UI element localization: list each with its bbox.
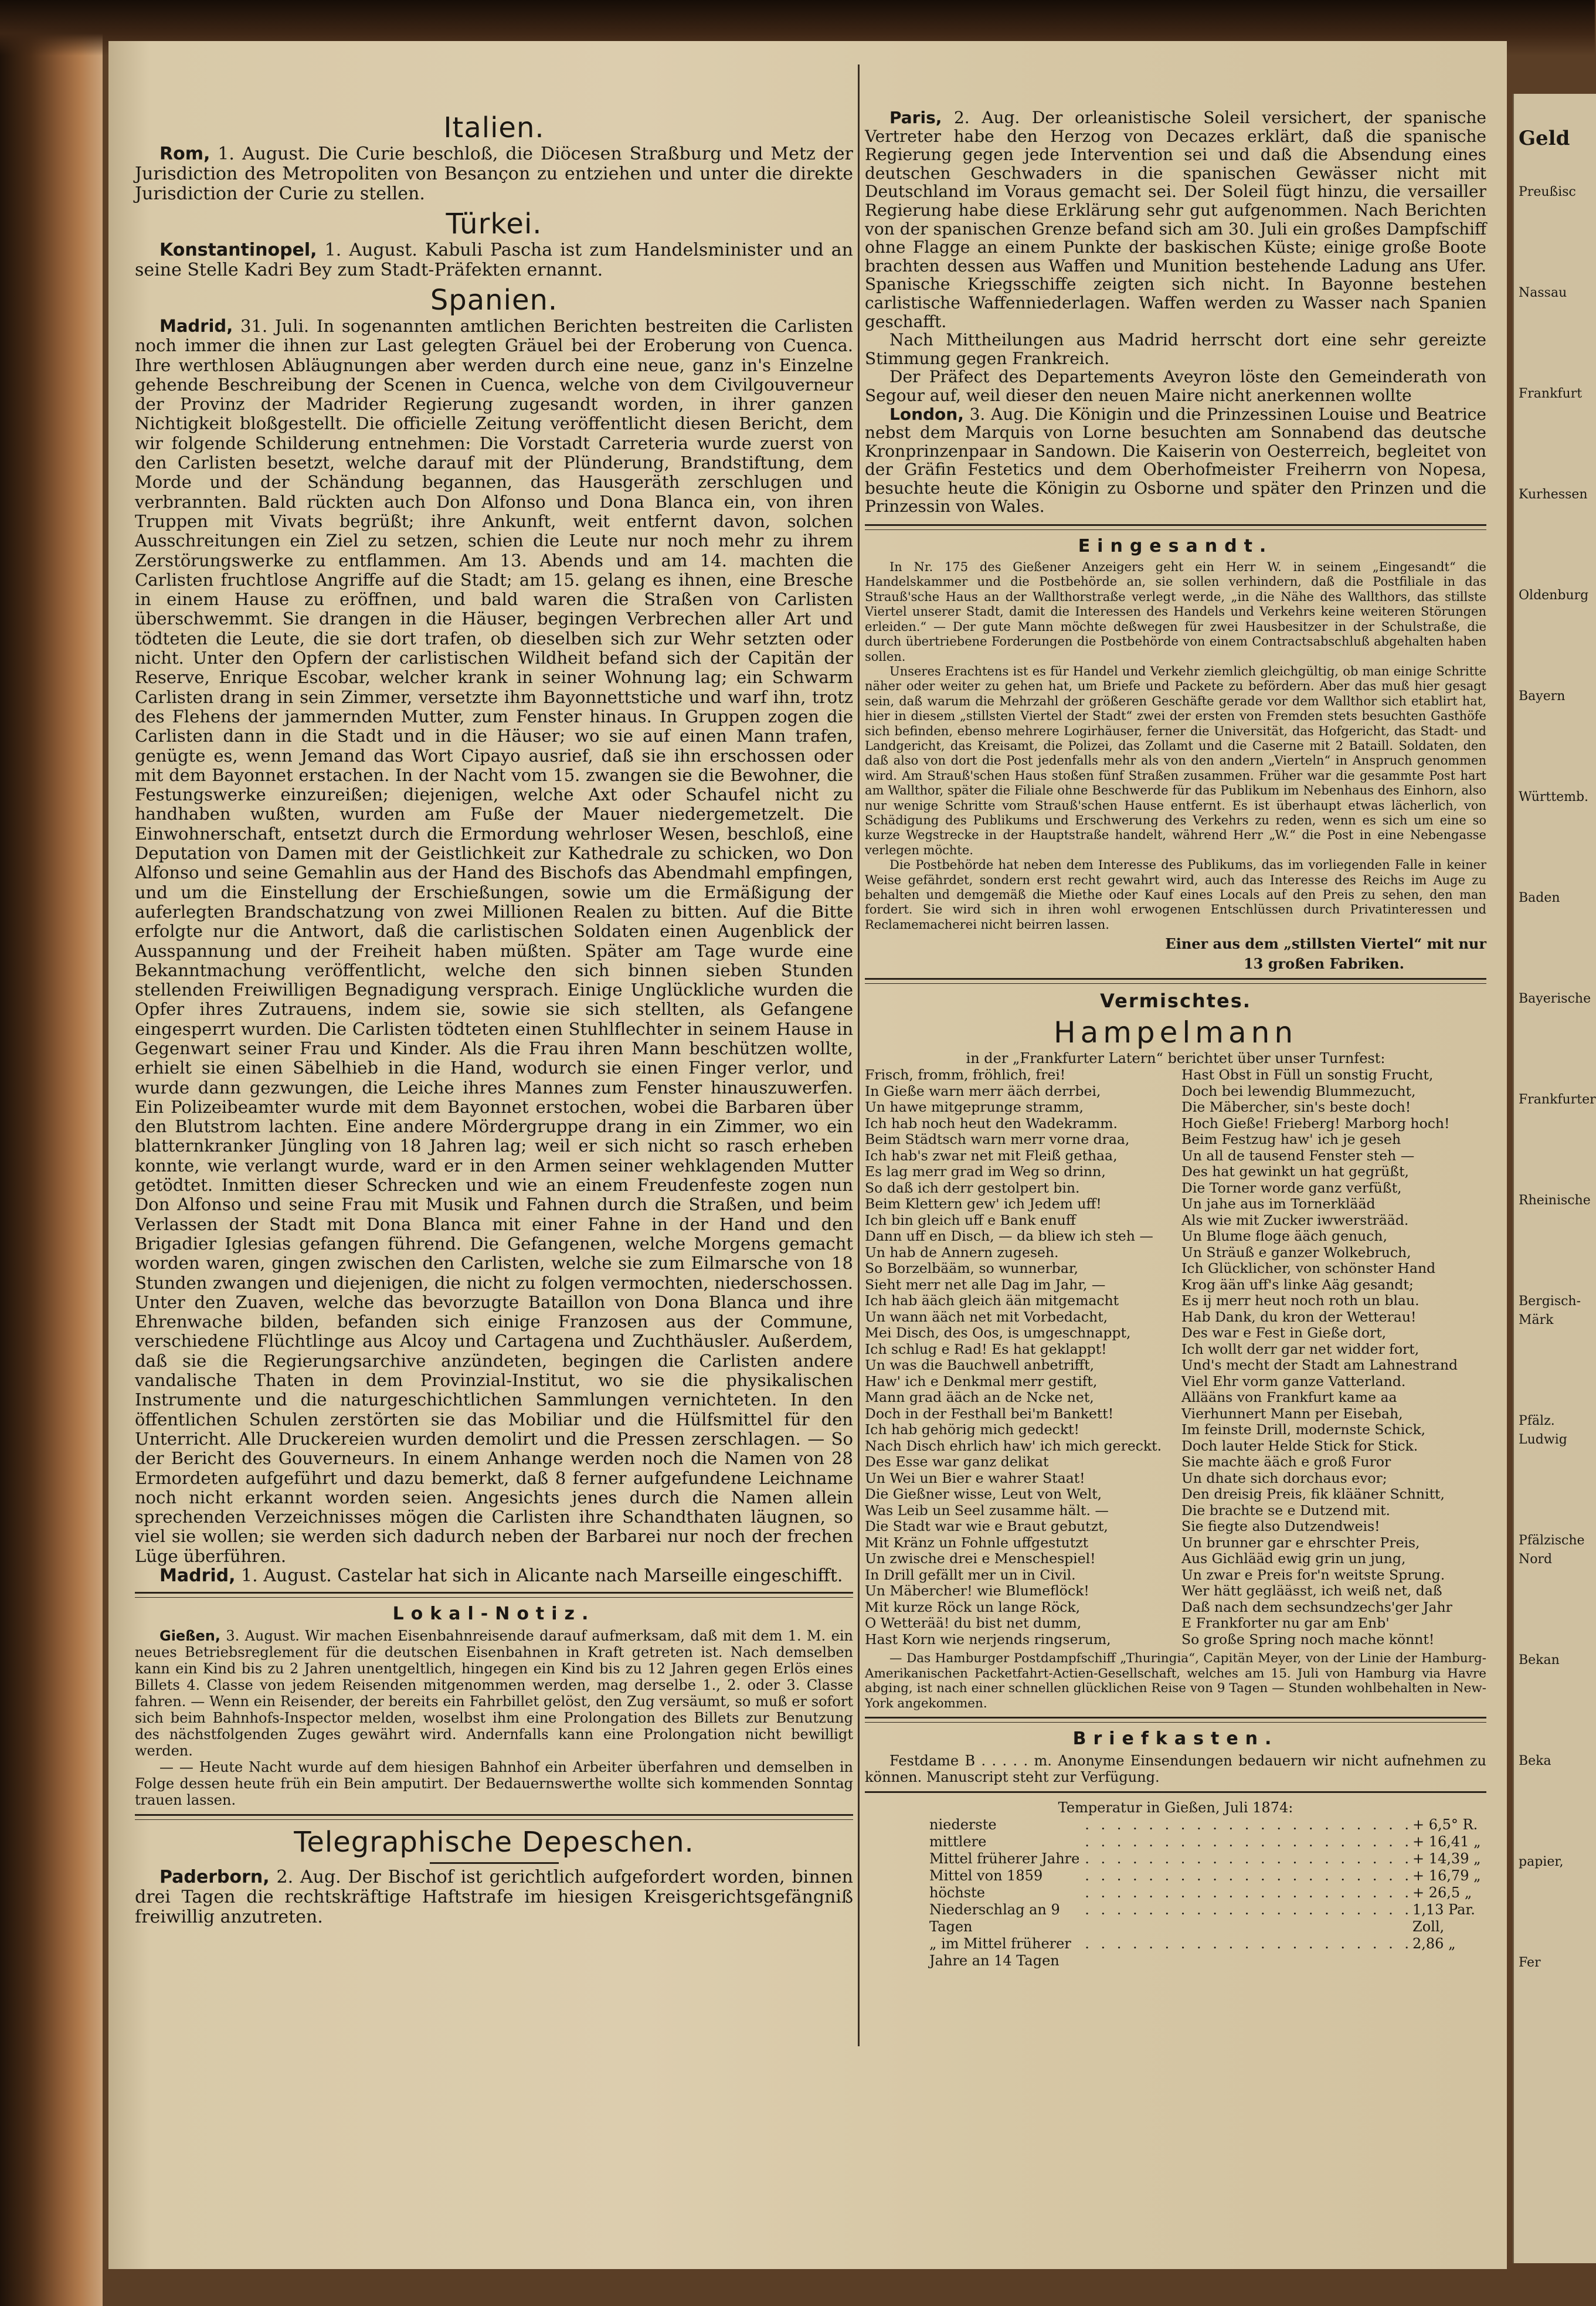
margin-fragment: Württemb. xyxy=(1519,790,1589,804)
margin-fragment: Pfälz. Ludwig xyxy=(1519,1414,1567,1447)
heading-lokal: Lokal-Notiz. xyxy=(392,1604,596,1624)
margin-fragment: Preußisc xyxy=(1519,185,1576,199)
heading-telegraph: Telegraphische Depeschen. xyxy=(294,1826,694,1859)
poem-line: In Gieße warn merr ääch derrbei, xyxy=(865,1082,1101,1099)
temperature-label: „ im Mittel früherer Jahre an 14 Tagen xyxy=(929,1935,1071,1969)
poem-line: Die Stadt war wie e Braut gebutzt, xyxy=(865,1518,1108,1535)
eingesandt-p1: In Nr. 175 des Gießener Anzeigers geht ein Herr W. in seinem „Eingesandt“ die Handelskammer und die Postbehörde an, sie sollen verhindern, daß die Postfiliale in das Strauß'sche Haus an der Wallthorstraße verlegt werde, „in die Nähe des Wallthors, das stillste Viertel unserer Stadt, damit die Interessen des Handels und Verkehrs keine weiteren Störungen erleiden.“ — Der gute Mann möchte deßwegen für zwei Hausbesitzer in der Schulstraße, die durch übertriebene Forderungen die Postbehörde von einem Contractsabschluß abgehalten haben sollen. xyxy=(865,560,1486,664)
poem-line: Im feinste Drill, modernste Schick, xyxy=(1181,1421,1426,1438)
heading-italien: Italien. xyxy=(443,111,545,144)
poem-line: Allääns von Frankfurt kame aa xyxy=(1181,1389,1397,1406)
temperature-row xyxy=(929,1935,1486,1969)
poem-line: So daß ich derr gestolpert bin. xyxy=(865,1179,1080,1196)
poem-line: Beim Städtsch warn merr vorne draa, xyxy=(865,1131,1130,1148)
poem-line: O Wetterää! du bist net dumm, xyxy=(865,1615,1082,1632)
section-rule xyxy=(865,1791,1486,1793)
poem-line: Die Torner worde ganz verfüßt, xyxy=(1181,1179,1402,1196)
article-madrid xyxy=(135,317,853,1566)
temperature-row xyxy=(929,1884,1486,1901)
margin-fragments xyxy=(1514,94,1596,1972)
poem-line: Vierhunnert Mann per Eisebah, xyxy=(1181,1405,1403,1422)
margin-fragment: Beka xyxy=(1519,1754,1551,1768)
margin-fragment: Bayerische xyxy=(1519,991,1591,1006)
poem-line: Ich hab's zwar net mit Fleiß gethaa, xyxy=(865,1147,1118,1164)
leader-dots: . . . . . . . . . . . . . . . . . . . . . xyxy=(1085,1867,1413,1884)
signature-line: Einer aus dem „stillsten Viertel“ mit nur xyxy=(1165,935,1486,953)
article-rom xyxy=(135,144,853,204)
poem-line: Es ij merr heut noch roth un blau. xyxy=(1181,1292,1420,1309)
poem-line: Un Mäbercher! wie Blumeflöck! xyxy=(865,1582,1089,1599)
poem-title: Hampelmann xyxy=(1053,1016,1298,1050)
poem-line: Ich hab gehörig mich gedeckt! xyxy=(865,1421,1079,1438)
poem-line: Krog ään uff's linke Aäg gesandt; xyxy=(1181,1276,1414,1293)
temperature-value: + 26,5 „ xyxy=(1412,1884,1472,1901)
poem-line: Un was die Bauchwell anbetrifft, xyxy=(865,1357,1095,1374)
temperature-label: Niederschlag an 9 Tagen xyxy=(929,1901,1060,1935)
temperature-table xyxy=(865,1816,1486,1969)
heading-spanien: Spanien. xyxy=(430,284,558,317)
poem-line: Mei Disch, des Oos, is umgeschnappt, xyxy=(865,1324,1131,1342)
heading-briefkasten: Briefkasten. xyxy=(1072,1728,1279,1750)
poem-line: Mann grad ääch an de Ncke net, xyxy=(865,1389,1094,1406)
margin-fragment: papier, xyxy=(1519,1855,1564,1869)
temperature-label: mittlere xyxy=(929,1833,987,1850)
section-rule xyxy=(135,1814,853,1820)
poem-line: Un hawe mitgeprunge stramm, xyxy=(865,1099,1084,1116)
section-rule xyxy=(865,1717,1486,1723)
poem-line: Die Gießner wisse, Leut von Welt, xyxy=(865,1486,1102,1503)
temperature-row xyxy=(929,1901,1486,1935)
article-madrid-2 xyxy=(135,1566,853,1586)
temperature-value: 2,86 „ xyxy=(1412,1935,1456,1952)
temperature-row xyxy=(929,1833,1486,1850)
poem-line: Ich bin gleich uff e Bank enuff xyxy=(865,1211,1076,1228)
leader-dots: . . . . . . . . . . . . . . . . . . . . . xyxy=(1085,1884,1413,1901)
margin-fragment: Bayern xyxy=(1519,689,1566,704)
poem-line: Nach Disch ehrlich haw' ich mich gereckt. xyxy=(865,1437,1162,1454)
next-page-margin xyxy=(1513,94,1596,2263)
poem-line: Hast Obst in Füll un sonstig Frucht, xyxy=(1181,1067,1434,1084)
poem-line: Was Leib un Seel zusamme hält. — xyxy=(865,1502,1109,1519)
margin-fragment: Frankfurter xyxy=(1519,1092,1596,1107)
briefkasten-text: Festdame B . . . . . m. Anonyme Einsendungen bedauern wir nicht aufnehmen zu können. Manuscript steht zur Verfügung. xyxy=(865,1753,1486,1786)
article-london xyxy=(865,405,1486,517)
left-column xyxy=(135,111,853,1927)
poem-line: Und's mecht der Stadt am Lahnestrand xyxy=(1181,1357,1458,1374)
article-hamburg: — Das Hamburger Postdampfschiff „Thuringia“, Capitän Meyer, von der Linie der Hamburg-Amerikanischen Packetfahrt-Actien-Gesellschaft, welches am 15. Juli von Hamburg via Havre abging, ist nach einer schnellen glücklichen Reise von 9 Tagen — Stunden wohlbehalten in New-York angekommen. xyxy=(865,1651,1486,1711)
heading-tuerkei: Türkei. xyxy=(446,208,542,240)
article-text: 1. August. Castelar hat sich in Alicante nach Marseille eingeschifft. xyxy=(235,1565,843,1586)
poem-line: Wer hätt gegläässt, ich weiß net, daß xyxy=(1181,1582,1442,1599)
dateline: Rom, xyxy=(159,144,210,164)
poem-line: Den dreisig Preis, fik klääner Schnitt, xyxy=(1181,1486,1445,1503)
short-rule xyxy=(430,1862,559,1864)
poem-line: Hoch Gieße! Frieberg! Marborg hoch! xyxy=(1181,1115,1450,1132)
temperature-value: + 16,79 „ xyxy=(1412,1867,1481,1884)
poem xyxy=(865,1067,1486,1648)
eingesandt-p3: Die Postbehörde hat neben dem Interesse des Publikums, das im vorliegenden Falle in keiner Weise gefährdet, sondern erst recht gewahrt wird, auch das Interesse des Reichs im Auge zu behalten und demgemäß die Miethe oder Kauf eines Locals auf den Preis zu sehen, den man fordert. Sie wird sich in ihren wohl erwogenen Entschlüssen durch Privatinteressen und Reclamemacherei nicht beirren lassen. xyxy=(865,858,1486,932)
poem-line: Des war e Fest in Gieße dort, xyxy=(1181,1324,1387,1342)
poem-line: Viel Ehr vorm ganze Vatterland. xyxy=(1181,1373,1406,1390)
temperature-label: Mittel früherer Jahre xyxy=(929,1850,1080,1867)
poem-line: Sie machte ääch e groß Furor xyxy=(1181,1453,1391,1470)
newspaper-page xyxy=(108,41,1507,2269)
poem-line: Sieht merr net alle Dag im Jahr, — xyxy=(865,1276,1106,1293)
temperature-label: höchste xyxy=(929,1884,985,1901)
poem-line: Doch bei lewendig Blummezucht, xyxy=(1181,1082,1416,1099)
article-paris xyxy=(865,108,1486,331)
dateline: Paris, xyxy=(889,108,942,127)
poem-line: Beim Klettern gew' ich Jedem uff! xyxy=(865,1196,1102,1213)
article-text: 3. August. Wir machen Eisenbahnreisende darauf aufmerksam, daß mit dem 1. M. ein neues Betriebsreglement für die deutschen Eisenbahnen in Kraft getreten ist. Nach demselben kann ein Kind bis zu 2 Jahren unentgeltlich, hingegen ein Kind bis zu 12 Jahren gegen Erlös eines Billets 4. Classe von jedem Reisenden mitgenommen werden, mag derselbe 1., 2. oder 3. Classe fahren. — Wenn ein Reisender, der bereits ein Fahrbillet gelöst, den Zug versäumt, so muß er sofort sich beim Bahnhofs-Inspector melden, woselbst ihm eine Prolongation des Billets zur Benutzung des nächstfolgenden Zuges gewährt wird. Andernfalls kann eine Prolongation nicht bewilligt werden. xyxy=(135,1628,853,1759)
margin-fragment: Baden xyxy=(1519,891,1560,905)
article-text: 1. August. Kabuli Pascha ist zum Handelsminister und an seine Stelle Kadri Bey zum Stadt-Präfekten ernannt. xyxy=(135,240,853,280)
poem-line: Hast Korn wie nerjends ringserum, xyxy=(865,1631,1111,1648)
poem-line: Doch in der Festhall bei'm Bankett! xyxy=(865,1405,1114,1422)
temperature-value: + 14,39 „ xyxy=(1412,1850,1481,1867)
dateline: Gießen, xyxy=(159,1628,220,1644)
leader-dots: . . . . . . . . . . . . . . . . . . . . . xyxy=(1085,1850,1413,1867)
column-divider xyxy=(858,64,860,2046)
temperature-value: + 16,41 „ xyxy=(1412,1833,1481,1850)
heading-vermischtes: Vermischtes. xyxy=(1100,990,1251,1013)
margin-fragment: Kurhessen xyxy=(1519,487,1588,502)
poem-line: Mit Kränz un Fohnle uffgestutzt xyxy=(865,1534,1089,1551)
dateline: Paderborn, xyxy=(159,1867,270,1887)
poem-line: Frisch, fromm, fröhlich, frei! xyxy=(865,1067,1066,1084)
poem-line: Ich Glücklicher, von schönster Hand xyxy=(1181,1260,1436,1277)
section-rule xyxy=(865,524,1486,530)
poem-line: Ich hab ääch gleich ään mitgemacht xyxy=(865,1292,1119,1309)
poem-line: Un Sträuß e ganzer Wolkebruch, xyxy=(1181,1244,1411,1261)
right-column xyxy=(865,108,1486,1969)
margin-fragment: Rheinische xyxy=(1519,1193,1591,1208)
poem-intro: in der „Frankfurter Latern“ berichtet über unser Turnfest: xyxy=(966,1050,1386,1067)
poem-line: Mit kurze Röck un lange Röck, xyxy=(865,1598,1081,1615)
temperature-label: Mittel von 1859 xyxy=(929,1867,1043,1884)
article-text: 31. Juli. In sogenannten amtlichen Berichten bestreiten die Carlisten noch immer die ihnen zur Last gelegten Gräuel bei der Eroberung von Cuenca. Ihre werthlosen Abläugnungen aber werden durch eine neue, ganz in's Einzelne gehende Beschreibung der Scenen in Cuenca, welche von dem Civilgouverneur der Provinz der Madrider Regierung zugesandt worden, in ihrer ganzen Nichtigkeit bloßgestellt. Die officielle Zeitung veröffentlicht diesen Bericht, dem wir folgende Schilderung entnehmen: Die Vorstadt Carreteria wurde zuerst von den Carlisten besetzt, welche darauf mit der Plünderung, Brandstiftung, dem Morde und der Schändung begannen, das Hausgeräth zerschlugen und verbrannten. Bald rückten auch Don Alfonso und Dona Blanca ein, von ihren Truppen mit Vivats begrüßt; ihre Ankunft, weit entfernt davon, solchen Ausschreitungen ein Ziel zu setzen, schien die Leute nur noch mehr zu ihrem Zerstörungswerke zu entflammen. Am 13. Abends und am 14. machten die Carlisten fruchtlose Angriffe auf die Stadt; am 15. gelang es ihnen, eine Bresche in einem Hause zu eröffnen, und bald waren die Straßen von Carlisten überschwemmt. Sie drangen in die Häuser, begingen Verbrechen aller Art und tödteten die Leute, die sie dort trafen, ob dieselben sich zur Wehr setzten oder nicht. Unter den Opfern der carlistischen Wildheit befand sich der Capitän der Reserve, Enrique Escobar, welcher krank in seiner Wohnung lag; ein Schwarm Carlisten drang in sein Zimmer, versetzte ihm Bayonnettstiche und warf ihn, trotz des Flehens der jammernden Mutter, zum Fenster hinaus. In Gruppen zogen die Carlisten dann in die Stadt und in die Häuser; wo sie auf einen Mann trafen, genügte es, wenn Jemand das Wort Cipayo ausrief, daß sie ihn erschossen oder mit dem Bayonnet erstachen. In der Nacht vom 15. zwangen sie die Bewohner, die Festungswerke einzureißen; diejenigen, welche Axt oder Schaufel nicht zu handhaben wußten, wurden am Fuße der Mauer niedergemetzelt. Die Einwohnerschaft, entsetzt durch die Ermordung wehrloser Wesen, beschloß, eine Deputation von Damen mit der Geistlichkeit zur Kathedrale zu schicken, wo Don Alfonso und seine Gemahlin aus der Hand des Bischofs das Abendmahl empfingen, und um die Einstellung der Erschießungen, sowie um die Ermäßigung der auferlegten Brandschatzung von zwei Millionen Realen zu bitten. Auf die Bitte erfolgte nur die Antwort, daß die carlistischen Soldaten einen Augenblick der Ausspannung und der Freiheit haben müßten. Später am Tage wurde eine Bekanntmachung veröffentlicht, welche den sich binnen sieben Stunden stellenden Freiwilligen Begnadigung versprach. Einige Unglückliche wurden die Opfer ihres Zutrauens, indem sie, sowie sie sich stellten, als Gefangene eingesperrt wurden. Die Carlisten tödteten einen Stuhlflechter in seinem Hause in Gegenwart seiner Frau und Kinder. Als die Frau ihren Mann beschützen wollte, erhielt sie einen Säbelhieb in die Hand, wodurch sie einen Finger verlor, und wurde dann gezwungen, die Leiche ihres Mannes zum Fenster hinauszuwerfen. Ein Polizeibeamter wurde mit dem Bayonnet erstochen, wobei die Barbaren über den Blutstrom lachten. Eine andere Mördergruppe drang in ein Zimmer, wo ein blatternkranker Jüngling von 18 Jahren lag; weil er sich nicht so rasch erheben konnte, wie verlangt wurde, ward er in den Armen seiner wehklagenden Mutter getödtet. Inmitten dieser Schrecken und wie an einem Freudenfeste zogen nun Don Alfonso und seine Frau mit Musik und Fahnen durch die Straßen, und beim Verlassen der Stadt mit Dona Blanca mit einer Fahne in der Hand und den Brigadier Iglesias gefangen führend. Die Gefangenen, welche Morgens gemacht worden waren, gingen zwischen den Carlisten, welche sie zum Eilmarsche von 18 Stunden zwangen und diejenigen, die nicht zu folgen vermochten, niederschossen. Unter den Zuaven, welche das bevorzugte Bataillon von Dona Blanca und ihre Ehrenwache bilden, befanden sich einige Franzosen aus der Commune, verschiedene Flüchtlinge aus Alcoy und Cartagena und Zuchthäusler. Außerdem, daß sie die Regierungsarchive anzündeten, begingen die Carlisten andere vandalische Thaten in dem Provinzial-Institut, wo sie die physikalischen Instrumente und die naturgeschichtlichen Sammlungen vernichteten. In den öffentlichen Schulen zerstörten sie das Mobiliar und die Hülfsmittel für den Unterricht. Alle Druckereien wurden demolirt und die Pressen zerschlagen. — So der Bericht des Gouverneurs. In einem Anhange werden noch die Namen von 28 Ermordeten aufgeführt und dazu bemerkt, daß 8 ferner aufgefundene Leichname noch nicht erkannt worden seien. Angesichts jenes durch die Namen allein sprechenden Verzeichnisses mögen die Carlisten ihre Schandthaten läugnen, so viel sie wollen; sie werden sich dadurch neben der Barbarei nur noch der frechen Lüge überführen. xyxy=(135,316,853,1566)
temperature-title: Temperatur in Gießen, Juli 1874: xyxy=(1058,1799,1293,1816)
article-paderborn xyxy=(135,1867,853,1927)
article-konstantinopel xyxy=(135,240,853,280)
poem-line: So Borzelbääm, so wunnerbar, xyxy=(865,1260,1078,1277)
temperature-row xyxy=(929,1816,1486,1833)
dateline: London, xyxy=(889,404,964,424)
margin-fragment: Geld xyxy=(1519,127,1570,150)
poem-line: Un Blume floge ääch genuch, xyxy=(1181,1228,1388,1245)
poem-line: Aus Gichlääd ewig grin un jung, xyxy=(1181,1550,1406,1567)
article-text: 1. August. Die Curie beschloß, die Diöcesen Straßburg und Metz der Jurisdiction des Metropoliten von Besançon zu entziehen und unter die direkte Jurisdiction der Curie zu stellen. xyxy=(135,144,853,204)
leader-dots: . . . . . . . . . . . . . . . . . . . . . xyxy=(1085,1816,1413,1833)
poem-line: Un zwische drei e Menschespiel! xyxy=(865,1550,1096,1567)
poem-line: In Drill gefällt mer un in Civil. xyxy=(865,1566,1076,1583)
margin-fragment: Frankfurt xyxy=(1519,386,1583,401)
article-paris-3: Der Präfect des Departements Aveyron löste den Gemeinderath von Segour auf, weil dieser den neuen Maire nicht anerkennen wollte xyxy=(865,367,1486,405)
article-paris-2: Nach Mittheilungen aus Madrid herrscht dort eine sehr gereizte Stimmung gegen Frankreich. xyxy=(865,330,1486,368)
leader-dots: . . . . . . . . . . . . . . . . . . . . . xyxy=(1085,1833,1413,1850)
poem-line: Ich schlug e Rad! Es hat geklappt! xyxy=(865,1340,1107,1357)
poem-line: Hab Dank, du kron der Wetterau! xyxy=(1181,1308,1417,1325)
eingesandt-p2: Unseres Erachtens ist es für Handel und Verkehr ziemlich gleichgültig, ob man einige Schritte näher oder weiter zu gehen hat, um Briefe und Packete zu befördern. Aber das muß hier gesagt sein, daß warum die Mehrzahl der größeren Geschäfte gerade vor dem Wallthor sich etablirt hat, hier in diesem „stillsten Viertel der Stadt“ zwei der ersten von Fremden stets besuchten Gasthöfe sich befinden, ebenso mehrere Logirhäuser, ferner die Universität, das Hofgericht, das Stadt- und Landgericht, das Kreisamt, die Polizei, das Zollamt und die Caserne mit 2 Bataill. Soldaten, den daß also von dort die Post jedenfalls mehr als von den andern „Vierteln“ in Anspruch genommen wird. Am Strauß'schen Haus stoßen fünf Straßen zusammen. Früher war die gesammte Post hart am Wallthor, später die Filiale ohne Beschwerde für das Publikum im Nebenhaus des Einhorn, also nur wenige Schritte vom Strauß'schen Hause entfernt. Es ist überhaupt etwas lächerlich, von Schädigung des Publikums und Erschwerung des Verkehrs zu reden, wenn es sich um eine so kurze Wegstrecke in der Hauptstraße handelt, während Herr „W.“ die Post in eine Nebengasse verlegen möchte. xyxy=(865,664,1486,857)
temperature-value: + 6,5° R. xyxy=(1412,1816,1478,1833)
poem-line: Un Wei un Bier e wahrer Staat! xyxy=(865,1469,1085,1486)
poem-line: Dann uff en Disch, — da bliew ich steh — xyxy=(865,1228,1153,1245)
poem-line: Un wann ääch net mit Vorbedacht, xyxy=(865,1308,1108,1325)
temperature-row xyxy=(929,1850,1486,1867)
poem-line: Daß nach dem sechsundzechs'ger Jahr xyxy=(1181,1598,1452,1615)
section-rule xyxy=(135,1592,853,1598)
article-giessen-2: — — Heute Nacht wurde auf dem hiesigen Bahnhof ein Arbeiter überfahren und demselben in Folge dessen heute früh ein Bein amputirt. Der Bedauernswerthe wollte sich kommenden Sonntag trauen lassen. xyxy=(135,1759,853,1808)
heading-eingesandt: Eingesandt. xyxy=(1078,536,1274,557)
poem-line: Sie fiegte also Dutzendweis! xyxy=(1181,1518,1380,1535)
margin-fragment: Bergisch-Märk xyxy=(1519,1294,1581,1327)
poem-line: Ich wollt derr gar net widder fort, xyxy=(1181,1340,1420,1357)
poem-line: Un zwar e Preis for'n weitste Sprung. xyxy=(1181,1566,1445,1583)
poem-line: Un hab de Annern zugeseh. xyxy=(865,1244,1059,1261)
poem-line: Un all de tausend Fenster steh — xyxy=(1181,1147,1415,1164)
poem-line: Un brunner gar e ehrschter Preis, xyxy=(1181,1534,1420,1551)
dateline: Madrid, xyxy=(159,316,233,336)
temperature-value: 1,13 Par. Zoll, xyxy=(1412,1901,1475,1935)
article-text: 3. Aug. Die Königin und die Prinzessinen Louise und Beatrice nebst dem Marquis von Lorne besuchten am Sonnabend das deutsche Kronprinzenpaar in Sandown. Die Kaiserin von Oesterreich, begleitet von der Gräfin Festetics und dem Oberhofmeister Freiherrn von Nopesa, besuchte heute die Königin zu Osborne und später den Prinzen und die Prinzessin von Wales. xyxy=(865,404,1486,517)
book-spine xyxy=(0,0,103,2306)
poem-line: Die Mäbercher, sin's beste doch! xyxy=(1181,1099,1411,1116)
temperature-row xyxy=(929,1867,1486,1884)
section-rule xyxy=(865,978,1486,984)
poem-line: E Frankforter nu gar am Enb' xyxy=(1181,1615,1390,1632)
margin-fragment: Nassau xyxy=(1519,286,1567,300)
article-text: 2. Aug. Der Bischof ist gerichtlich aufgefordert worden, binnen drei Tagen die rechtskräftige Haftstrafe im hiesigen Kreisgerichtsgefängniß freiwillig anzutreten. xyxy=(135,1867,853,1927)
poem-line: Un dhate sich dorchaus evor; xyxy=(1181,1469,1387,1486)
article-text: 2. Aug. Der orleanistische Soleil versichert, der spanische Vertreter habe den Herzog von Decazes erklärt, daß die spanische Regierung gegen jede Intervention sei und daß die Absendung eines deutschen Geschwaders in die spanischen Gewässer nicht mit Deutschland im Voraus gemacht sei. Der Soleil fügt hinzu, die versailler Regierung habe diese Erklärung sehr gut aufgenommen. Nach Berichten von der spanischen Grenze befand sich am 30. Juli ein großes Dampfschiff ohne Flagge an einem Punkte der baskischen Küste; einige große Boote brachten dessen aus Waffen und Munition bestehende Ladung ans Ufer. Spanische Kriegsschiffe zeigten sich nicht. In Bayonne bestehen carlistische Waffenniederlagen. Waffen werden zu Wasser nach Spanien geschafft. xyxy=(865,108,1486,331)
margin-fragment: Pfälzische Nord xyxy=(1519,1533,1585,1567)
poem-line: Un jahe aus im Tornerklääd xyxy=(1181,1196,1376,1213)
dateline: Konstantinopel, xyxy=(159,240,317,260)
poem-column-left xyxy=(865,1067,1170,1648)
margin-fragment: Bekan xyxy=(1519,1653,1560,1667)
poem-line: Die brachte se e Dutzend mit. xyxy=(1181,1502,1391,1519)
margin-fragment: Oldenburg xyxy=(1519,588,1589,603)
dateline: Madrid, xyxy=(159,1565,236,1586)
leader-dots: . . . . . . . . . . . . . . . . . . . . . xyxy=(1085,1901,1413,1918)
poem-line: Des hat gewinkt un hat gegrüßt, xyxy=(1181,1163,1409,1180)
margin-fragment: Fer xyxy=(1519,1955,1541,1970)
poem-line: Haw' ich e Denkmal merr gestift, xyxy=(865,1373,1098,1390)
poem-line: So große Spring noch mache könnt! xyxy=(1181,1631,1435,1648)
poem-line: Beim Festzug haw' ich je geseh xyxy=(1181,1131,1401,1148)
poem-line: Es lag merr grad im Weg so drinn, xyxy=(865,1163,1106,1180)
poem-line: Ich hab noch heut den Wadekramm. xyxy=(865,1115,1118,1132)
poem-line: Des Esse war ganz delikat xyxy=(865,1453,1049,1470)
leader-dots: . . . . . . . . . . . . . . . . . . . . . xyxy=(1085,1935,1413,1952)
poem-line: Als wie mit Zucker iwwersträäd. xyxy=(1181,1211,1409,1228)
temperature-label: niederste xyxy=(929,1816,997,1833)
article-giessen xyxy=(135,1628,853,1759)
signature-line-2: 13 großen Fabriken. xyxy=(1243,955,1404,973)
poem-line: Doch lauter Helde Stick for Stick. xyxy=(1181,1437,1418,1454)
poem-column-right xyxy=(1181,1067,1486,1648)
